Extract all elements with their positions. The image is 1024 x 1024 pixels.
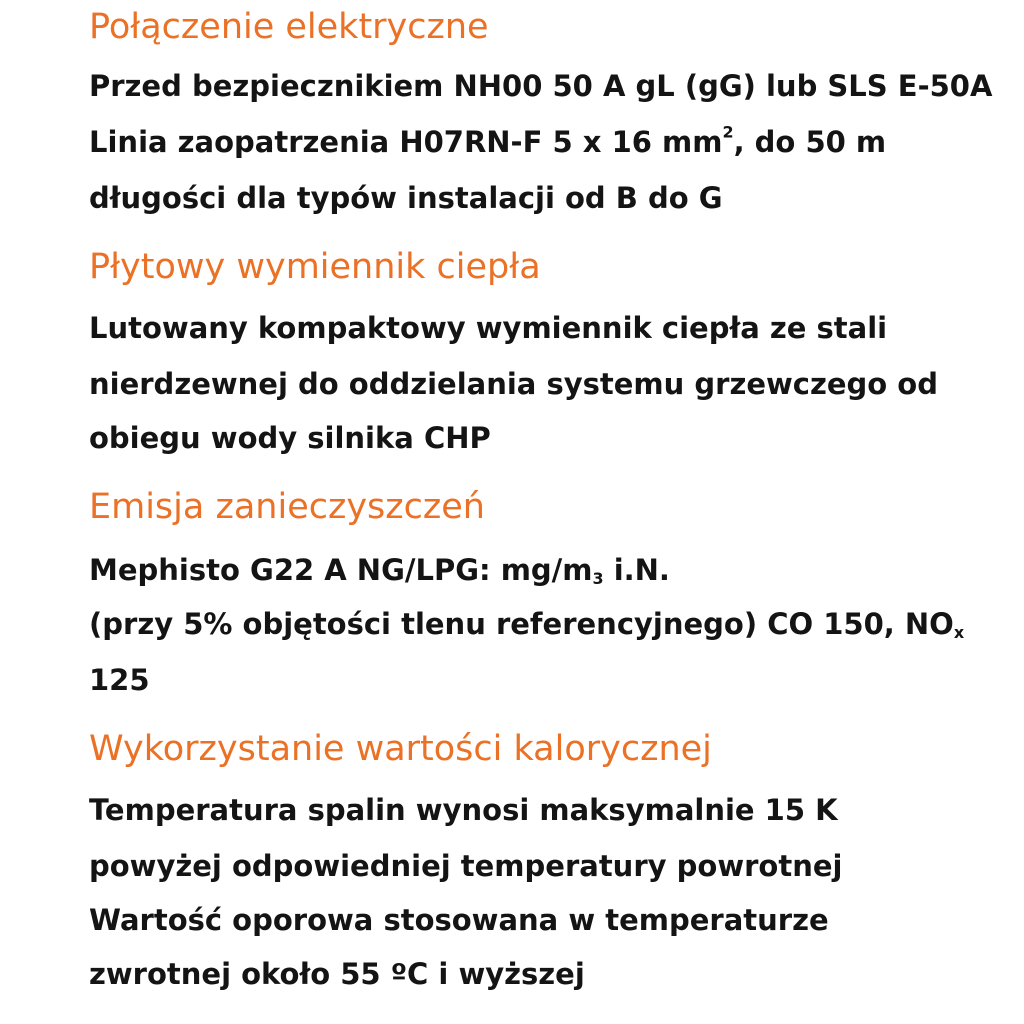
text-line: zwrotnej około 55 ºC i wyższej [89, 957, 585, 991]
section-heading-emissions: Emisja zanieczyszczeń [89, 487, 485, 527]
section-heading-plate-heat-exchanger: Płytowy wymiennik ciepła [89, 247, 541, 287]
text-segment: i.N. [603, 553, 670, 587]
text-line: długości dla typów instalacji od B do G [89, 181, 723, 215]
subscript: x [953, 622, 965, 642]
text-line: obiegu wody silnika CHP [89, 421, 491, 455]
text-line: Wartość oporowa stosowana w temperaturze [89, 903, 829, 937]
text-line [89, 122, 887, 159]
text-line [89, 607, 965, 642]
text-line: Lutowany kompaktowy wymiennik ciepła ze stali [89, 311, 888, 345]
superscript: 2 [722, 122, 734, 142]
text-line [89, 553, 670, 588]
text-segment: (przy 5% objętości tlenu referencyjnego) CO 150, NO [89, 607, 954, 641]
text-line: powyżej odpowiedniej temperatury powrotnej [89, 849, 843, 883]
section-heading-calorific-value-utilisation: Wykorzystanie wartości kalorycznej [89, 729, 712, 769]
text-line: 125 [89, 663, 150, 697]
text-line: nierdzewnej do oddzielania systemu grzewczego od [89, 367, 938, 401]
text-segment: , do 50 m [733, 125, 887, 159]
text-segment: Linia zaopatrzenia H07RN-F 5 x 16 mm [89, 125, 723, 159]
text-segment: Mephisto G22 A NG/LPG: mg/m [89, 553, 593, 587]
text-line: Przed bezpiecznikiem NH00 50 A gL (gG) lub SLS E-50A [89, 69, 993, 103]
text-line: Temperatura spalin wynosi maksymalnie 15 K [89, 793, 838, 827]
section-heading-electrical-connection: Połączenie elektryczne [89, 7, 489, 47]
subscript: 3 [592, 568, 604, 588]
